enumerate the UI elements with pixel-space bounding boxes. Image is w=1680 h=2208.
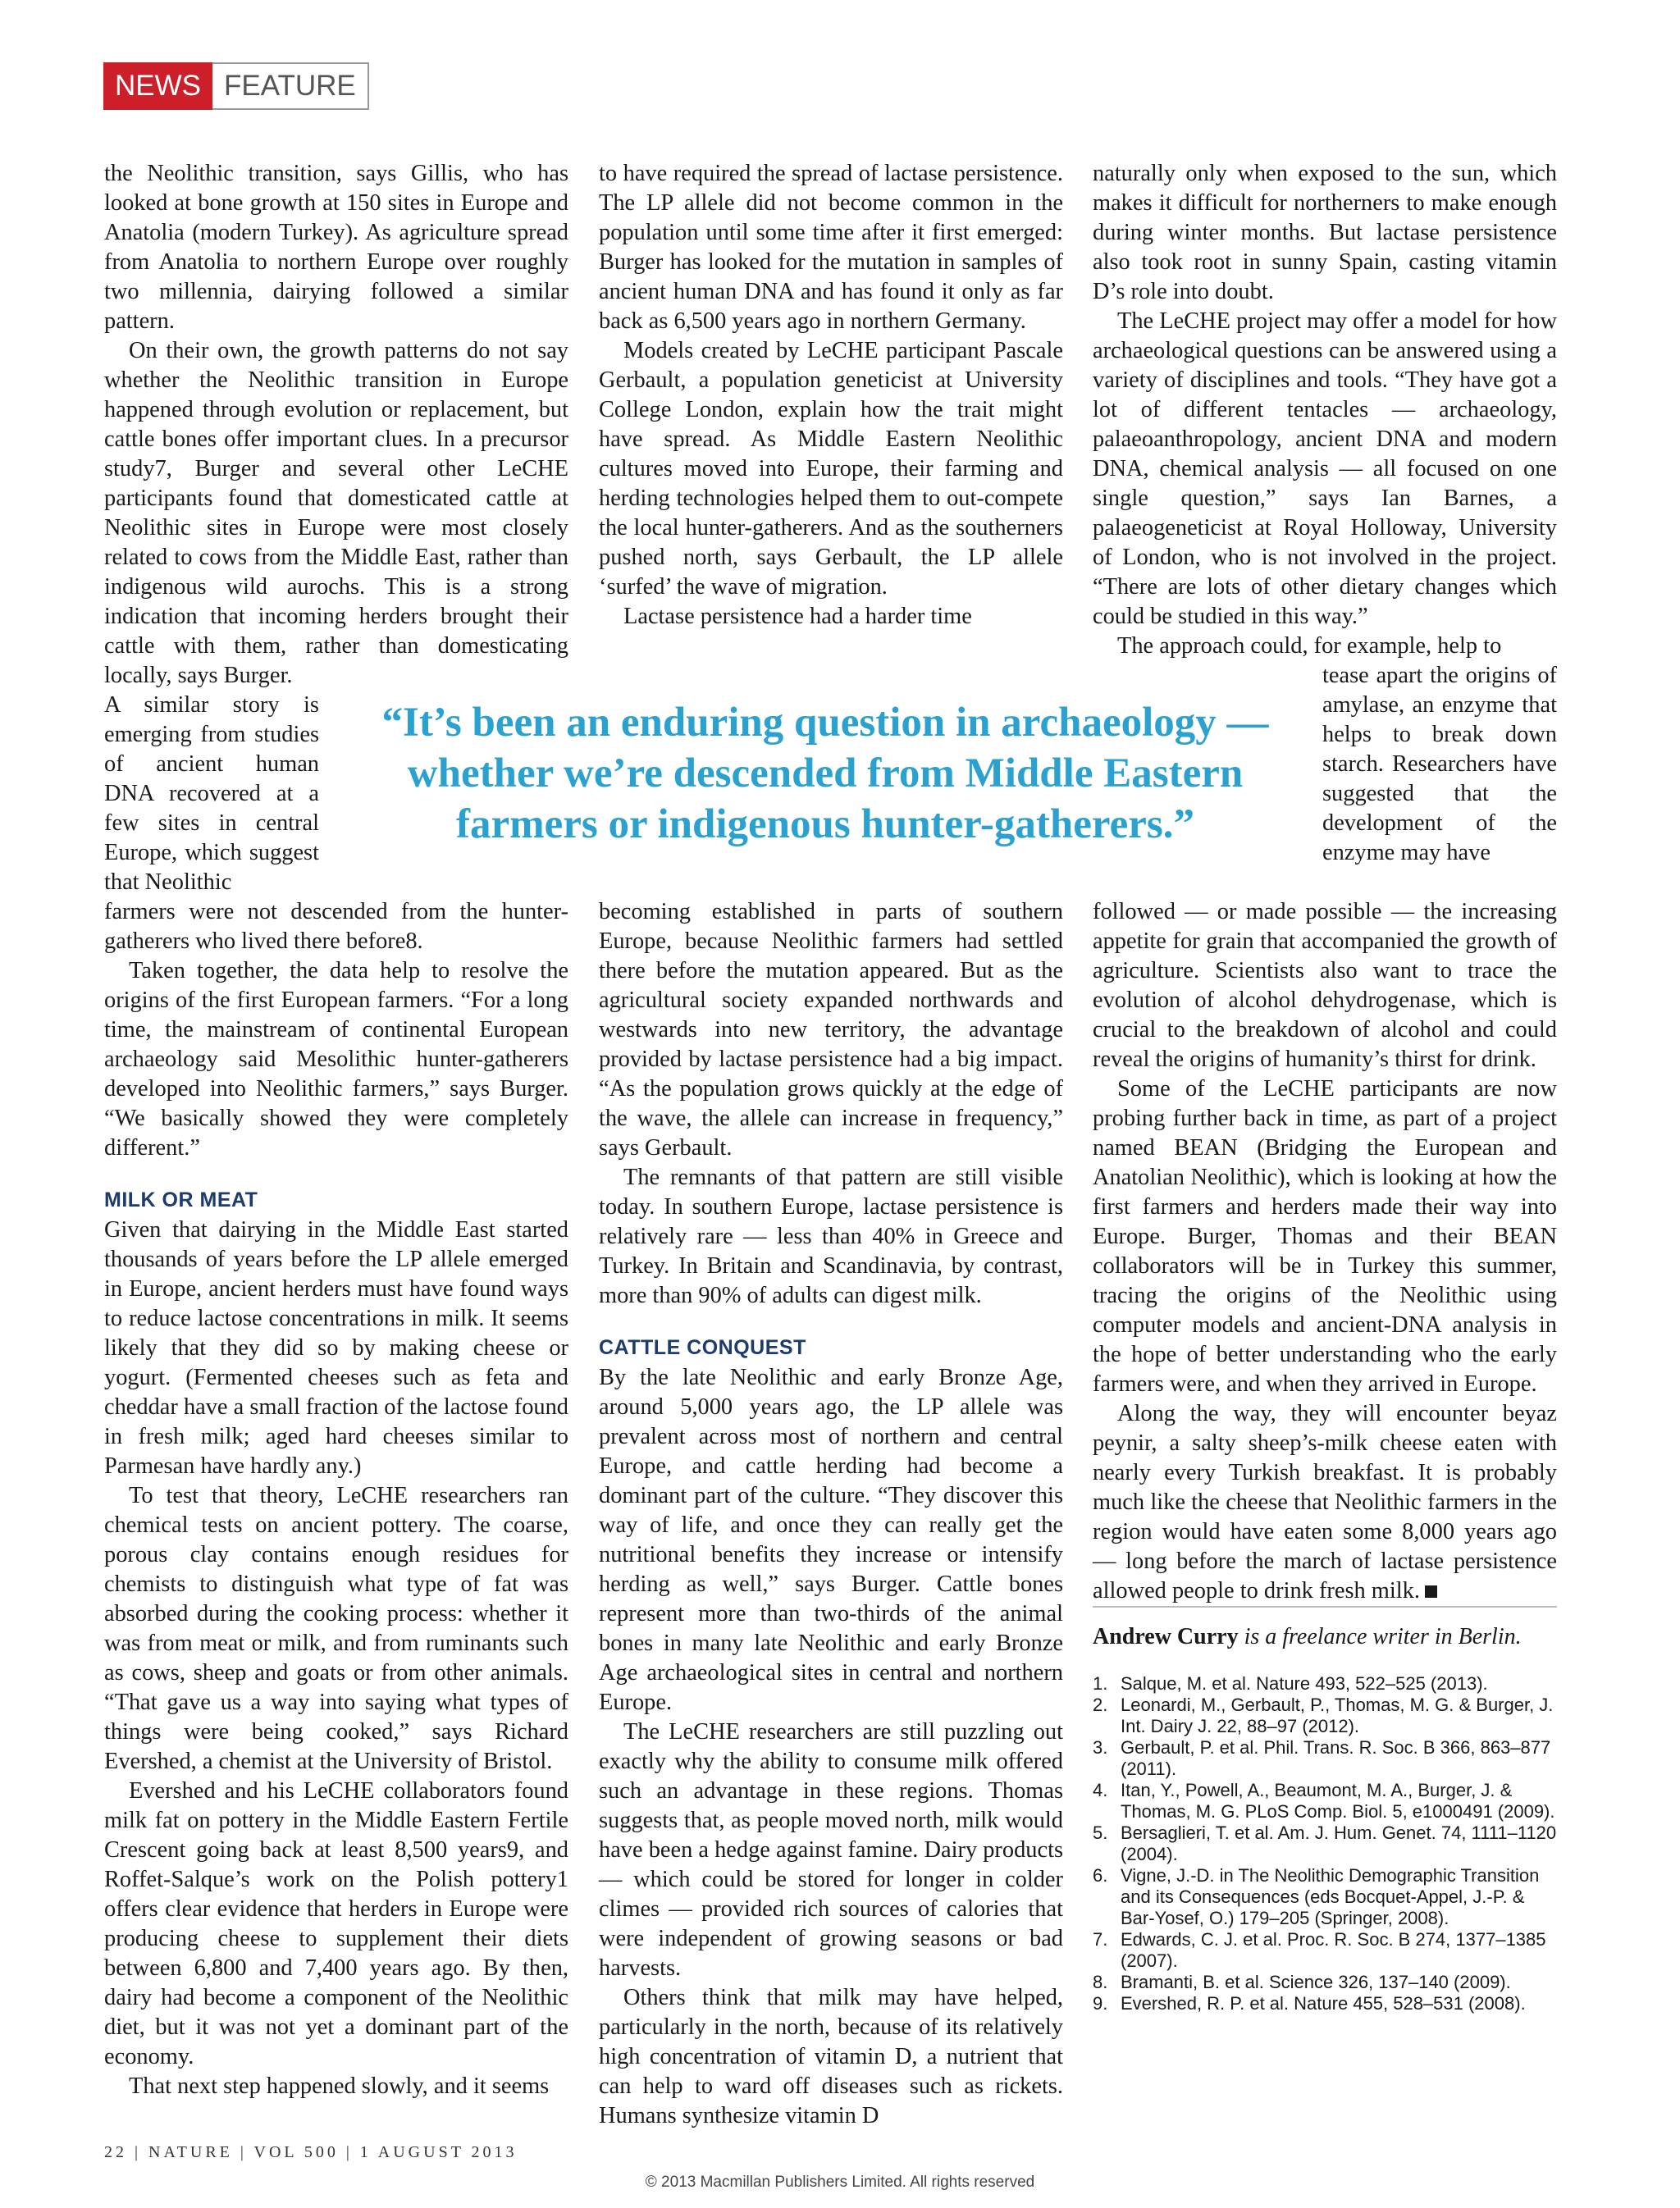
reference-number: 6.: [1093, 1865, 1108, 1886]
paragraph: The approach could, for example, help to: [1117, 633, 1502, 659]
reference-item: [1093, 1929, 1557, 1972]
reference-text: Bersaglieri, T. et al. Am. J. Hum. Genet. 74, 1111–1120 (2004).: [1121, 1823, 1557, 1864]
reference-number: 2.: [1093, 1695, 1108, 1715]
paragraph: [1093, 1399, 1557, 1606]
reference-item: [1093, 1737, 1557, 1780]
paragraph: naturally only when exposed to the sun, which makes it difficult for northerners to make enough during winter months. But lactase persistence also took root in sunny Spain, casting vitamin D’s role into doubt.: [1093, 161, 1557, 304]
reference-item: [1093, 1695, 1557, 1737]
reference-number: 7.: [1093, 1929, 1108, 1950]
column-1-bottom: [104, 897, 568, 2101]
section-heading-cattle-conquest: CATTLE CONQUEST: [599, 1336, 806, 1359]
section-tag-feature: FEATURE: [212, 62, 369, 110]
paragraph: farmers were not descended from the hunter-gatherers who lived there before8.: [104, 899, 568, 954]
author-name: Andrew Curry: [1093, 1624, 1239, 1649]
paragraph: Taken together, the data help to resolve the origins of the first European farmers. “For a long time, the mainstream of continental European archaeology said Mesolithic hunter-gatherers developed into Neolithic farmers,” says Burger. “We basically showed they were completely different.”: [104, 958, 568, 1161]
reference-text: Gerbault, P. et al. Phil. Trans. R. Soc. B 366, 863–877 (2011).: [1121, 1737, 1551, 1779]
paragraph: That next step happened slowly, and it seems: [129, 2073, 550, 2099]
paragraph: Lactase persistence had a harder time: [623, 604, 972, 629]
reference-text: Leonardi, M., Gerbault, P., Thomas, M. G. & Burger, J. Int. Dairy J. 22, 88–97 (2012).: [1121, 1695, 1554, 1736]
section-tag: [103, 62, 369, 110]
column-3-bottom: [1093, 897, 1557, 2014]
column-2-bottom: [599, 897, 1063, 2131]
reference-number: 3.: [1093, 1737, 1108, 1758]
paragraph: to have required the spread of lactase persistence. The LP allele did not become common in the population until some time after it first emerged: Burger has looked for the mutation in samples of ancient human DNA and has found it only as far back as 6,500 years ago in northern Germany.: [599, 161, 1063, 334]
paragraph: Evershed and his LeCHE collaborators found milk fat on pottery in the Middle Eastern Fertile Crescent going back at least 8,500 years9, and Roffet-Salque’s work on the Polish pottery1 offers clear evidence that herders in Europe were producing cheese to supplement their diets between 6,800 and 7,400 years ago. By then, dairy had become a component of the Neolithic diet, but it was not yet a dominant part of the economy.: [104, 1778, 568, 2069]
reference-item: [1093, 1865, 1557, 1929]
pull-quote: “It’s been an enduring question in archaeology — whether we’re descended from Middle Eastern farmers or indigenous hunter-gatherers.”: [381, 700, 1269, 847]
copyright-notice: © 2013 Macmillan Publishers Limited. All rights reserved: [645, 2174, 1035, 2191]
paragraph: The LeCHE researchers are still puzzling out exactly why the ability to consume milk offered such an advantage in these regions. Thomas suggests that, as people moved north, milk would have been a hedge against famine. Dairy products — which could be stored for longer in colder climes — provided rich sources of calories that were independent of growing seasons or bad harvests.: [599, 1719, 1064, 1981]
paragraph: Others think that milk may have helped, particularly in the north, because of its relatively high concentration of vitamin D, a nutrient that can help to ward off diseases such as rickets. Humans synthesize vitamin D: [599, 1985, 1063, 2128]
end-of-article-mark: [1425, 1585, 1437, 1598]
column-3-top: [1093, 159, 1557, 661]
paragraph: By the late Neolithic and early Bronze Age, around 5,000 years ago, the LP allele was prevalent across most of northern and central Europe, and cattle herding had become a dominant part of the culture. “They discover this way of life, and once they can really get the nutritional benefits they increase or intensify herding as well,” says Burger. Cattle bones represent more than two-thirds of the animal bones in many late Neolithic and early Bronze Age archaeological sites in central and northern Europe.: [599, 1365, 1063, 1715]
references-list: [1093, 1673, 1557, 2014]
reference-item: [1093, 1993, 1557, 2014]
paragraph: becoming established in parts of southern Europe, because Neolithic farmers had settled there before the mutation appeared. But as the agricultural society expanded northwards and westwards into new territory, the advantage provided by lactase persistence had a big impact. “As the population grows quickly at the edge of the wave, the allele can increase in frequency,” says Gerbault.: [599, 899, 1063, 1161]
paragraph: To test that theory, LeCHE researchers ran chemical tests on ancient pottery. The coarse, porous clay contains enough residues for chemists to distinguish what type of fat was absorbed during the cooking process: whether it was from meat or milk, and from ruminants such as cows, sheep and goats or from other animals. “That gave us a way into saying what types of things were being cooked,” says Richard Evershed, a chemist at the University of Bristol.: [104, 1483, 568, 1774]
reference-item: [1093, 1823, 1557, 1865]
reference-number: 8.: [1093, 1972, 1108, 1992]
paragraph: the Neolithic transition, says Gillis, who has looked at bone growth at 150 sites in Europe and Anatolia (modern Turkey). As agriculture spread from Anatolia to northern Europe over roughly two millennia, dairying followed a similar pattern.: [104, 161, 568, 334]
author-bio: [1093, 1606, 1557, 1652]
column-2-top: [599, 159, 1063, 632]
column-1-wrap: [104, 691, 319, 897]
paragraph-text: Along the way, they will encounter beyaz peynir, a salty sheep’s-milk cheese eaten with nearly every Turkish breakfast. It is probably much like the cheese that Neolithic farmers in the region would have eaten some 8,000 years ago — long before the march of lactase persistence allowed people to drink fresh milk.: [1093, 1401, 1557, 1604]
reference-text: Evershed, R. P. et al. Nature 455, 528–531 (2008).: [1121, 1993, 1526, 2014]
section-tag-news: NEWS: [103, 62, 212, 110]
paragraph: The remnants of that pattern are still visible today. In southern Europe, lactase persistence is relatively rare — less than 40% in Greece and Turkey. In Britain and Scandinavia, by contrast, more than 90% of adults can digest milk.: [599, 1165, 1063, 1308]
reference-number: 1.: [1093, 1673, 1108, 1694]
paragraph: tease apart the origins of amylase, an enzyme that helps to break down starch. Researchers have suggested that the development of the enzyme may have: [1322, 663, 1557, 865]
paragraph: A similar story is emerging from studies of ancient human DNA recovered at a few sites in central Europe, which suggest that Neolithic: [104, 692, 319, 895]
reference-item: [1093, 1780, 1557, 1823]
paragraph: The LeCHE project may offer a model for how archaeological questions can be answered using a variety of disciplines and tools. “They have got a lot of different tentacles — archaeology, palaeoanthropology, ancient DNA and modern DNA, chemical analysis — all focused on one single question,” says Ian Barnes, a palaeogeneticist at Royal Holloway, University of London, who is not involved in the project. “There are lots of other dietary changes which could be studied in this way.”: [1093, 308, 1557, 629]
column-3-wrap: [1322, 661, 1557, 868]
reference-text: Salque, M. et al. Nature 493, 522–525 (2013).: [1121, 1673, 1488, 1694]
reference-number: 9.: [1093, 1993, 1108, 2014]
paragraph: Some of the LeCHE participants are now probing further back in time, as part of a project named BEAN (Bridging the European and Anatolian Neolithic), which is looking at how the first farmers and herders made their way into Europe. Burger, Thomas and their BEAN collaborators will be in Turkey this summer, tracing the origins of the Neolithic using computer models and ancient-DNA analysis in the hope of better understanding who the early farmers were, and when they arrived in Europe.: [1093, 1076, 1557, 1397]
paragraph: Models created by LeCHE participant Pascale Gerbault, a population geneticist at University College London, explain how the trait might have spread. As Middle Eastern Neolithic cultures moved into Europe, their farming and herding technologies helped them to out-compete the local hunter-gatherers. And as the southerners pushed north, says Gerbault, the LP allele ‘surfed’ the wave of migration.: [599, 338, 1063, 600]
reference-number: 5.: [1093, 1823, 1108, 1843]
paragraph: On their own, the growth patterns do not say whether the Neolithic transition in Europe happened through evolution or replacement, but cattle bones offer important clues. In a precursor study7, Burger and several other LeCHE participants found that domesticated cattle at Neolithic sites in Europe were most closely related to cows from the Middle East, rather than indigenous wild aurochs. This is a strong indication that incoming herders brought their cattle with them, rather than domesticating locally, says Burger.: [104, 338, 568, 688]
reference-text: Bramanti, B. et al. Science 326, 137–140 (2009).: [1121, 1972, 1511, 1992]
column-1-top: [104, 159, 568, 691]
reference-item: [1093, 1673, 1557, 1695]
reference-text: Vigne, J.-D. in The Neolithic Demographic Transition and its Consequences (eds Bocquet-Appel, J.-P. & Bar-Yosef, O.) 179–205 (Springer, 2008).: [1121, 1865, 1540, 1928]
reference-item: [1093, 1972, 1557, 1993]
author-description: is a freelance writer in Berlin.: [1244, 1624, 1522, 1649]
page-folio: 22 | NATURE | VOL 500 | 1 AUGUST 2013: [104, 2143, 518, 2161]
paragraph: followed — or made possible — the increasing appetite for grain that accompanied the growth of agriculture. Scientists also want to trace the evolution of alcohol dehydrogenase, which is crucial to the breakdown of alcohol and could reveal the origins of humanity’s thirst for drink.: [1093, 899, 1557, 1072]
reference-text: Edwards, C. J. et al. Proc. R. Soc. B 274, 1377–1385 (2007).: [1121, 1929, 1546, 1971]
paragraph: Given that dairying in the Middle East started thousands of years before the LP allele emerged in Europe, ancient herders must have found ways to reduce lactose concentrations in milk. It seems likely that they did so by making cheese or yogurt. (Fermented cheeses such as feta and cheddar have a small fraction of the lactose found in fresh milk; aged hard cheeses similar to Parmesan have hardly any.): [104, 1217, 568, 1479]
reference-text: Itan, Y., Powell, A., Beaumont, M. A., Burger, J. & Thomas, M. G. PLoS Comp. Biol. 5, e1000491 (2009).: [1121, 1780, 1555, 1822]
section-heading-milk-or-meat: MILK OR MEAT: [104, 1188, 258, 1211]
reference-number: 4.: [1093, 1780, 1108, 1800]
